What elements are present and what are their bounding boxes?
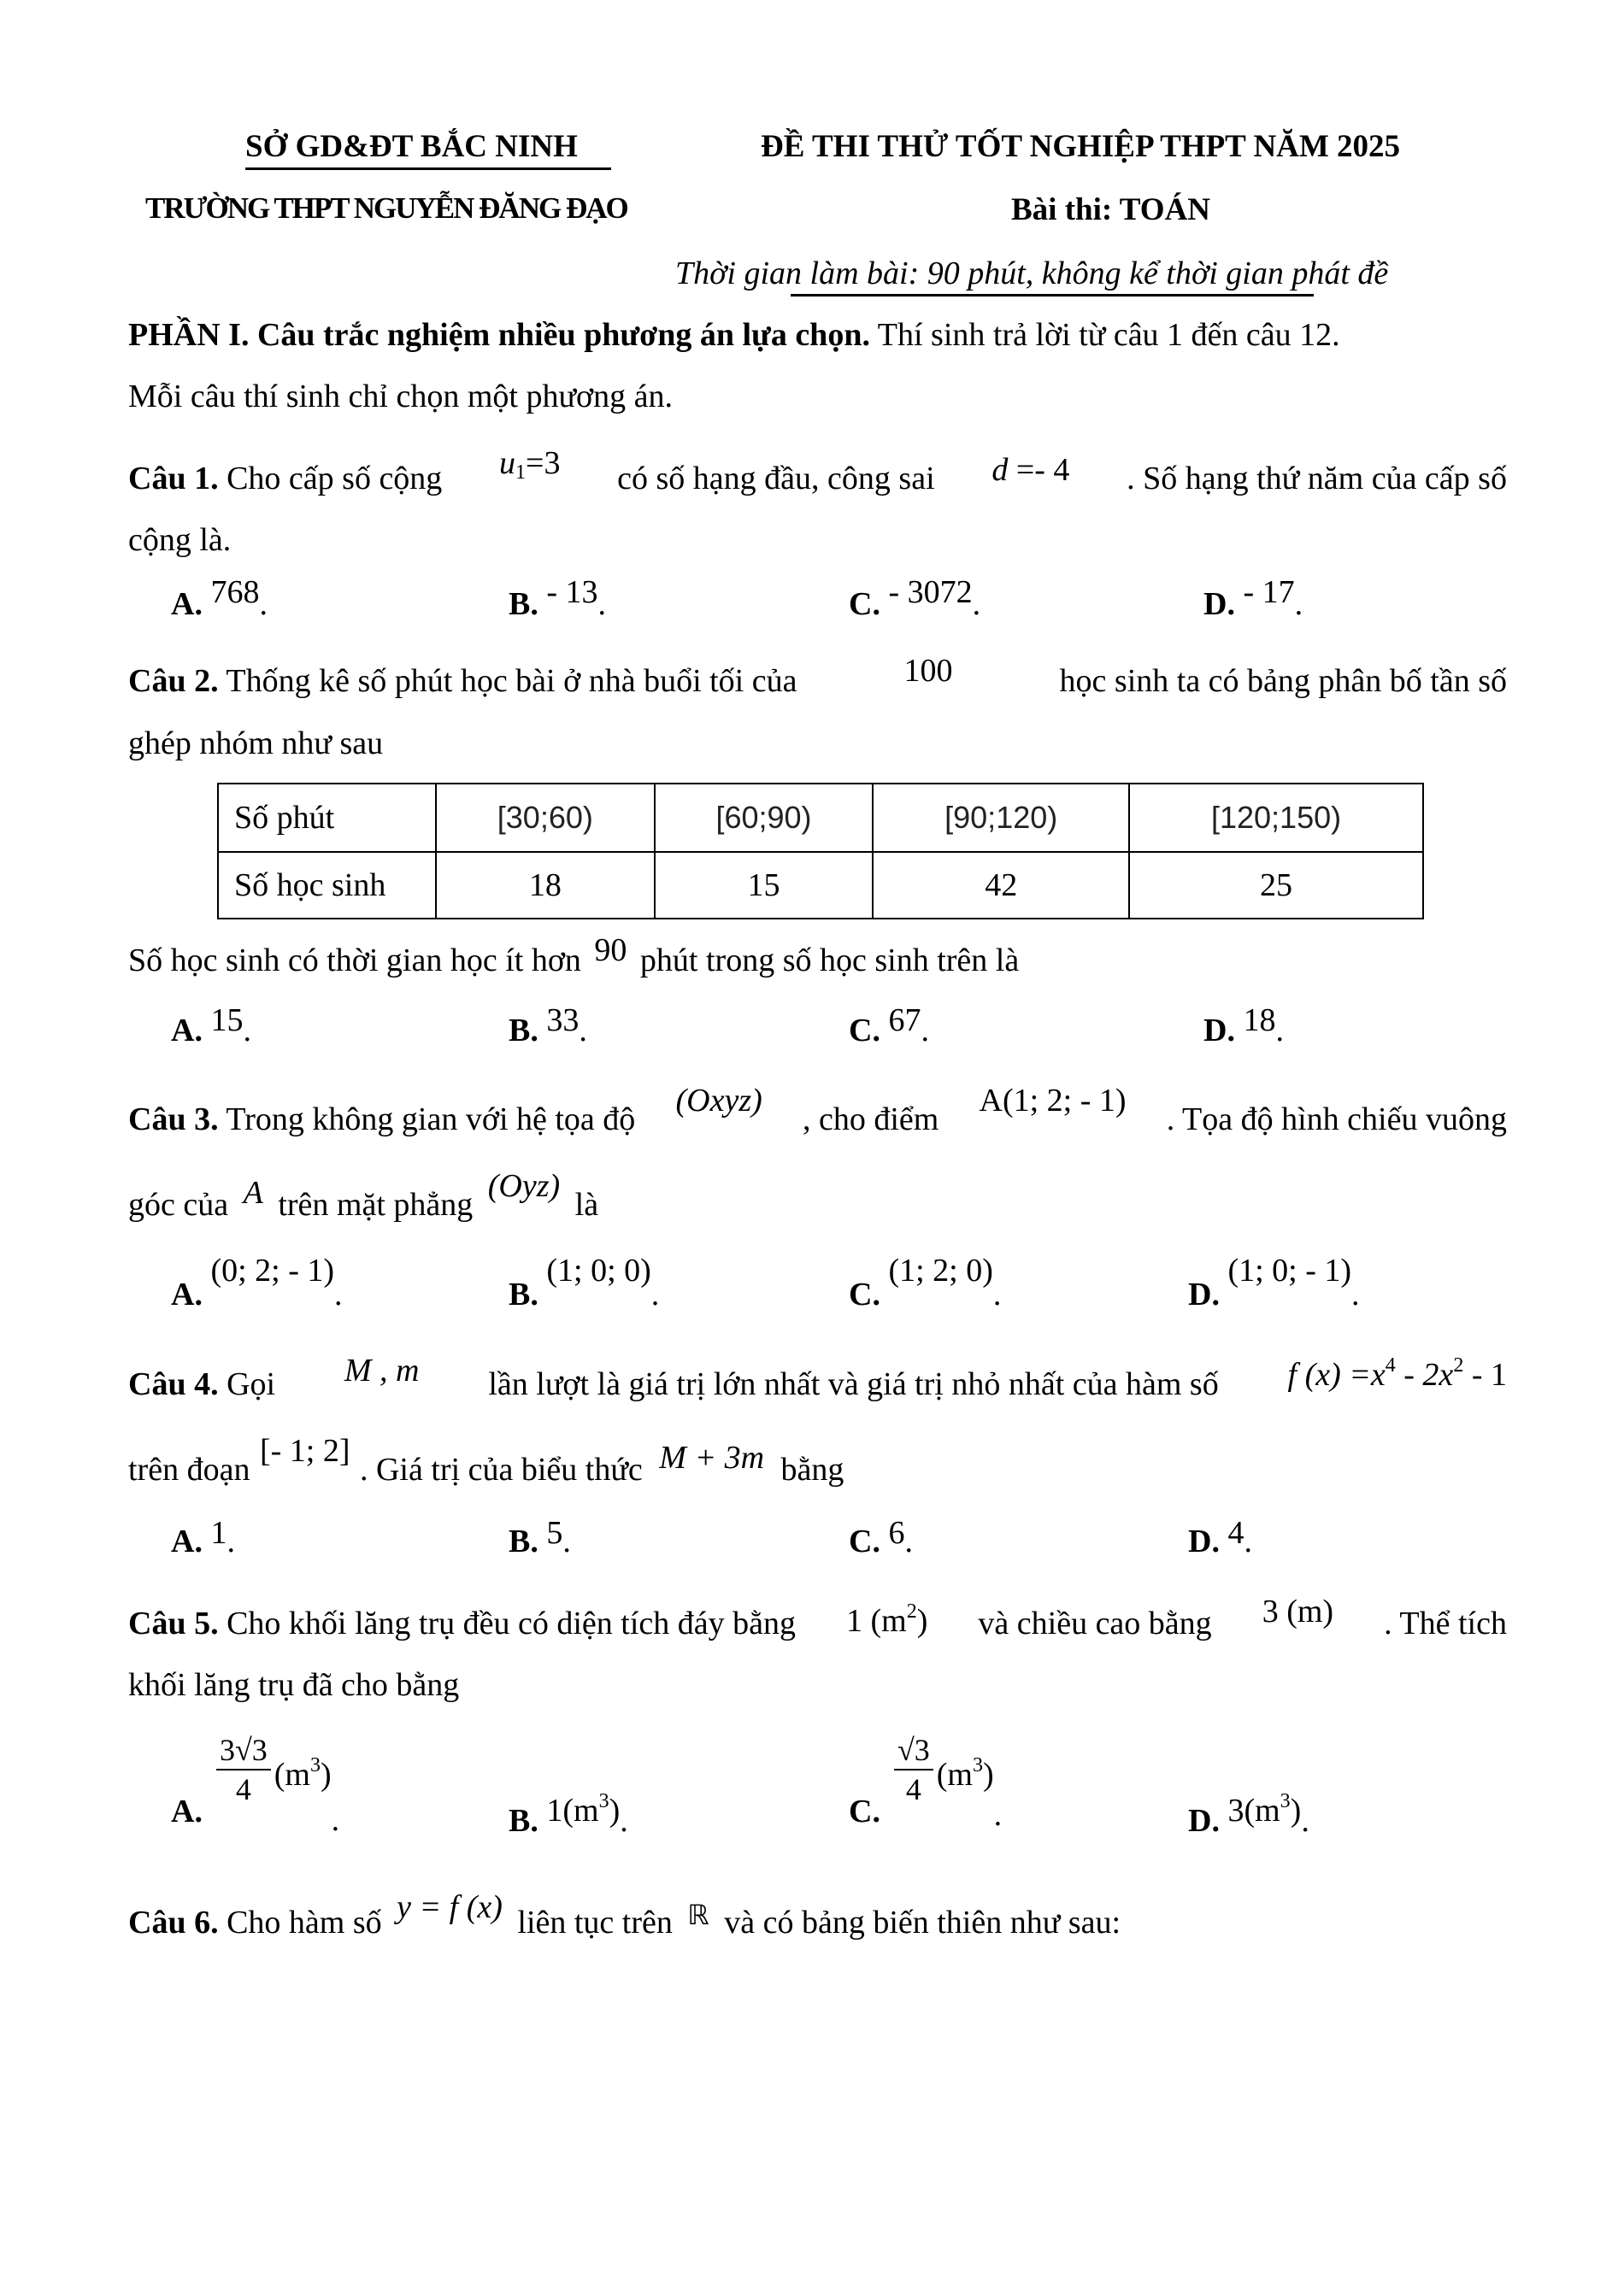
table-cell: [120;150): [1129, 784, 1423, 852]
q3-option-c[interactable]: C. (1; 2; 0).: [849, 1253, 1002, 1312]
q4-option-b[interactable]: B. 5.: [509, 1515, 571, 1559]
header-time-underline: [791, 294, 1314, 297]
table-cell: 42: [873, 852, 1129, 919]
q6-line1: Câu 6. Cho hàm số y = f (x) liên tục trên $^ℝ$ và có bảng biến thiên như sau:: [128, 1889, 1121, 1941]
q2-option-b[interactable]: B. 33.: [509, 1002, 587, 1048]
header-exam-title: ĐỀ THI THỬ TỐT NGHIỆP THPT NĂM 2025: [761, 129, 1401, 164]
q5-option-a[interactable]: A. $\frac{3√3}{4}$ $(m^3)$ .: [171, 1733, 340, 1838]
table-cell: [30;60): [436, 784, 655, 852]
frequency-table: [217, 783, 1424, 919]
q4-label: Câu 4.: [128, 1366, 219, 1402]
q1-option-d[interactable]: D. - 17.: [1203, 574, 1303, 622]
q5-option-b[interactable]: B. $1(m^3)$.: [509, 1790, 628, 1839]
q2-option-a[interactable]: A. 15.: [171, 1002, 251, 1048]
section-text: Thí sinh trả lời từ câu 1 đến câu 12.: [869, 317, 1340, 353]
q4-option-a[interactable]: A. 1.: [171, 1515, 235, 1559]
header-department: SỞ GD&ĐT BẮC NINH: [245, 129, 578, 164]
section-text-2: Mỗi câu thí sinh chỉ chọn một phương án.: [128, 379, 674, 414]
q2-line2: ghép nhóm như sau: [128, 725, 384, 761]
table-cell: 25: [1129, 852, 1423, 919]
q3-option-a[interactable]: A. (0; 2; - 1).: [171, 1253, 343, 1312]
q2-option-c[interactable]: C. 67.: [849, 1002, 929, 1048]
q2-line3: Số học sinh có thời gian học ít hơn 90 phút trong số học sinh trên là: [128, 932, 1020, 978]
q5-area: 1 $(m^2)$: [846, 1600, 928, 1639]
q5-label: Câu 5.: [128, 1606, 219, 1641]
q3-line1: Câu 3. Trong không gian với hệ tọa độ (Oxyz) , cho điểm A(1; 2; - 1) . Tọa độ hình chiếu vuông: [128, 1083, 1507, 1137]
q3-option-d[interactable]: D. (1; 0; - 1).: [1188, 1253, 1360, 1312]
q3-point-a: A(1; 2; - 1): [979, 1083, 1127, 1119]
section-title: PHẦN I. Câu trắc nghiệm nhiều phương án lựa chọn.: [128, 317, 870, 353]
q1-line1: Câu 1. Cho cấp số cộng $u_1=3$ có số hạng đầu, công sai d =- 4 . Số hạng thứ năm của cấp số: [128, 445, 1507, 496]
q3-option-b[interactable]: B. (1; 0; 0).: [509, 1253, 660, 1312]
q4-mm: M , m: [344, 1353, 420, 1389]
table-cell: 18: [436, 852, 655, 919]
q1-line2: cộng là.: [128, 522, 232, 558]
real-numbers-symbol: ℝ: [687, 1899, 709, 1931]
q4-option-c[interactable]: C. 6.: [849, 1515, 913, 1559]
section-intro: [128, 316, 1507, 354]
q1-d: d =- 4: [991, 452, 1070, 488]
q2-label: Câu 2.: [128, 663, 219, 699]
q2-line1: Câu 2. Thống kê số phút học bài ở nhà buổi tối của 100 học sinh ta có bảng phân bố tần số: [128, 653, 1507, 699]
q1-option-c[interactable]: C. - 3072.: [849, 574, 981, 622]
table-cell: [60;90): [655, 784, 874, 852]
header-time-note: Thời gian làm bài: 90 phút, không kể thời gian phát đề: [675, 255, 1389, 291]
q3-line2: góc của A trên mặt phẳng (Oyz) là: [128, 1168, 599, 1223]
q5-option-d[interactable]: D. $3(m^3)$.: [1188, 1790, 1309, 1839]
q5-height: 3 (m): [1262, 1594, 1334, 1630]
q4-option-d[interactable]: D. 4.: [1188, 1515, 1252, 1559]
q3-label: Câu 3.: [128, 1101, 219, 1137]
q3-oxyz: (Oxyz): [675, 1083, 762, 1119]
q1-u1: $u_1=3$: [499, 445, 561, 484]
table-cell: [90;120): [873, 784, 1129, 852]
header-subject: Bài thi: TOÁN: [1011, 192, 1211, 227]
q4-line2: trên đoạn [- 1; 2] . Giá trị của biểu thức M + 3m bằng: [128, 1433, 844, 1488]
q6-function: y = f (x): [397, 1889, 503, 1925]
q5-line1: Câu 5. Cho khối lăng trụ đều có diện tích đáy bằng 1 $(m^2)$ và chiều cao bằng 3 (m) . Thể tích: [128, 1594, 1507, 1641]
table-cell: 15: [655, 852, 874, 919]
table-header-students: Số học sinh: [218, 852, 436, 919]
header-department-underline: [245, 167, 611, 170]
q1-option-a[interactable]: A. 768.: [171, 574, 268, 622]
q5-line2: khối lăng trụ đã cho bằng: [128, 1667, 460, 1703]
table-header-minutes: Số phút: [218, 784, 436, 852]
q2-option-d[interactable]: D. 18.: [1203, 1002, 1284, 1048]
header-school: TRƯỜNG THPT NGUYỄN ĐĂNG ĐẠO: [145, 191, 627, 225]
q5-option-c[interactable]: C. $\frac{√3}{4}$ $(m^3)$ .: [849, 1733, 1003, 1833]
q1-option-b[interactable]: B. - 13.: [509, 574, 607, 622]
q2-count: 100: [903, 653, 953, 689]
q1-label: Câu 1.: [128, 461, 219, 496]
q6-label: Câu 6.: [128, 1905, 219, 1941]
q4-function: f $(x) =x^4 - 2x^2 - 1$: [1287, 1354, 1507, 1393]
q4-line1: Câu 4. Gọi M , m lần lượt là giá trị lớn nhất và giá trị nhỏ nhất của hàm số f $(x) =x^4 - 2x^2 - 1$: [128, 1365, 1507, 1412]
